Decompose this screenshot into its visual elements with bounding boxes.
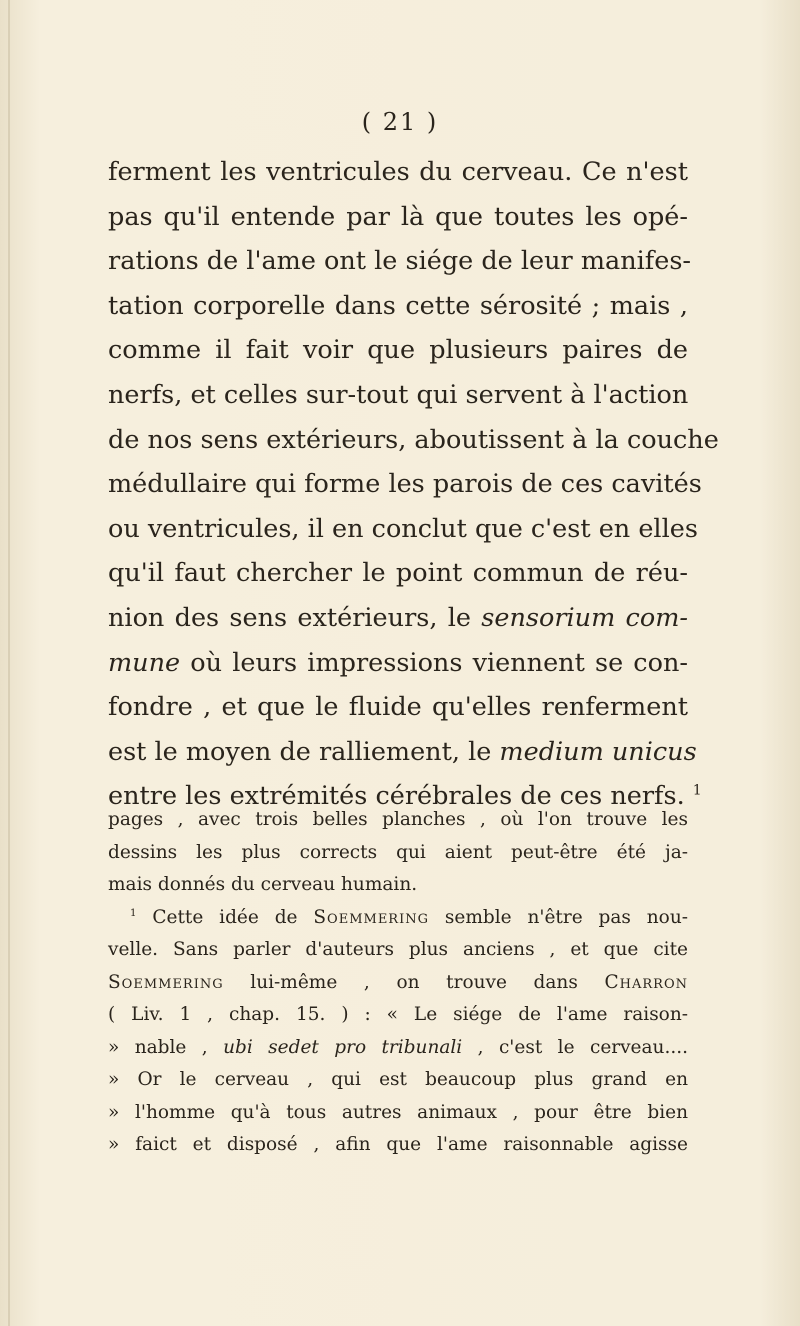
- note-line: [108, 967, 688, 1000]
- text-line: [108, 730, 697, 775]
- text-line: comme il fait voir que plusieurs paires de: [108, 335, 688, 366]
- text-line: pas qu'il entende par là que toutes les opé-: [108, 201, 688, 232]
- text-run: Cette idée de: [136, 906, 314, 928]
- page-number: ( 21 ): [361, 108, 439, 136]
- italic-term: medium unicus: [499, 736, 697, 767]
- text-line: fondre , et que le fluide qu'elles renferment: [108, 692, 688, 723]
- note-line: » Or le cerveau , qui est beaucoup plus grand en: [108, 1069, 688, 1090]
- note-line: pages , avec trois belles planches , où l'on trouve les: [108, 809, 688, 830]
- italic-term: ubi sedet pro tribunali: [223, 1036, 463, 1058]
- author-name: Soemmering: [108, 971, 224, 993]
- text-line: médullaire qui forme les parois de ces cavités: [108, 469, 702, 500]
- text-line: ferment les ventricules du cerveau. Ce n'est: [108, 157, 688, 187]
- text-run: lui-même , on trouve dans: [223, 971, 605, 993]
- note-line: » l'homme qu'à tous autres animaux , pour être bien: [108, 1101, 688, 1123]
- note-line: [108, 902, 688, 935]
- page-edge: [8, 0, 10, 1326]
- text-line: [108, 596, 688, 641]
- italic-term: mune: [108, 647, 181, 678]
- footnote-number: 1: [130, 907, 137, 919]
- text-line: de nos sens extérieurs, aboutissent à la couche: [108, 424, 719, 455]
- text-run: est le moyen de ralliement, le: [108, 736, 500, 767]
- text-run: , c'est le cerveau....: [462, 1036, 688, 1058]
- note-line: ( Liv. 1 , chap. 15. ) : « Le siége de l'ame raison-: [108, 1004, 688, 1025]
- main-paragraph: [108, 150, 719, 819]
- text-line: nerfs, et celles sur-tout qui servent à l'action: [108, 379, 689, 410]
- author-name: Charron: [604, 971, 688, 993]
- note-line: velle. Sans parler d'auteurs plus anciens , et que cite: [108, 939, 688, 960]
- text-line: [108, 641, 688, 686]
- text-line: tation corporelle dans cette sérosité ; mais ,: [108, 290, 688, 321]
- note-line: mais donnés du cerveau humain.: [108, 874, 418, 895]
- text-run: nion des sens extérieurs, le: [108, 602, 482, 633]
- italic-term: sensorium com-: [481, 602, 688, 633]
- text-run: semble n'être pas nou-: [429, 906, 688, 928]
- text-run: entre les extrémités cérébrales de ces nerfs.: [108, 781, 685, 812]
- text-run: » nable ,: [108, 1036, 224, 1058]
- note-line: » faict et disposé , afin que l'ame raisonnable agisse: [108, 1134, 688, 1155]
- author-name: Soemmering: [313, 906, 429, 928]
- text-line: rations de l'ame ont le siége de leur manifes-: [108, 246, 692, 277]
- note-line: dessins les plus corrects qui aient peut-être été ja-: [108, 841, 688, 863]
- text-line: ou ventricules, il en conclut que c'est en elles: [108, 513, 698, 544]
- footnotes: [108, 804, 688, 1162]
- text-run: où leurs impressions viennent se con-: [180, 647, 688, 678]
- footnote-marker: 1: [692, 782, 702, 799]
- text-line: qu'il faut chercher le point commun de réu-: [108, 558, 688, 589]
- note-line: [108, 1032, 688, 1065]
